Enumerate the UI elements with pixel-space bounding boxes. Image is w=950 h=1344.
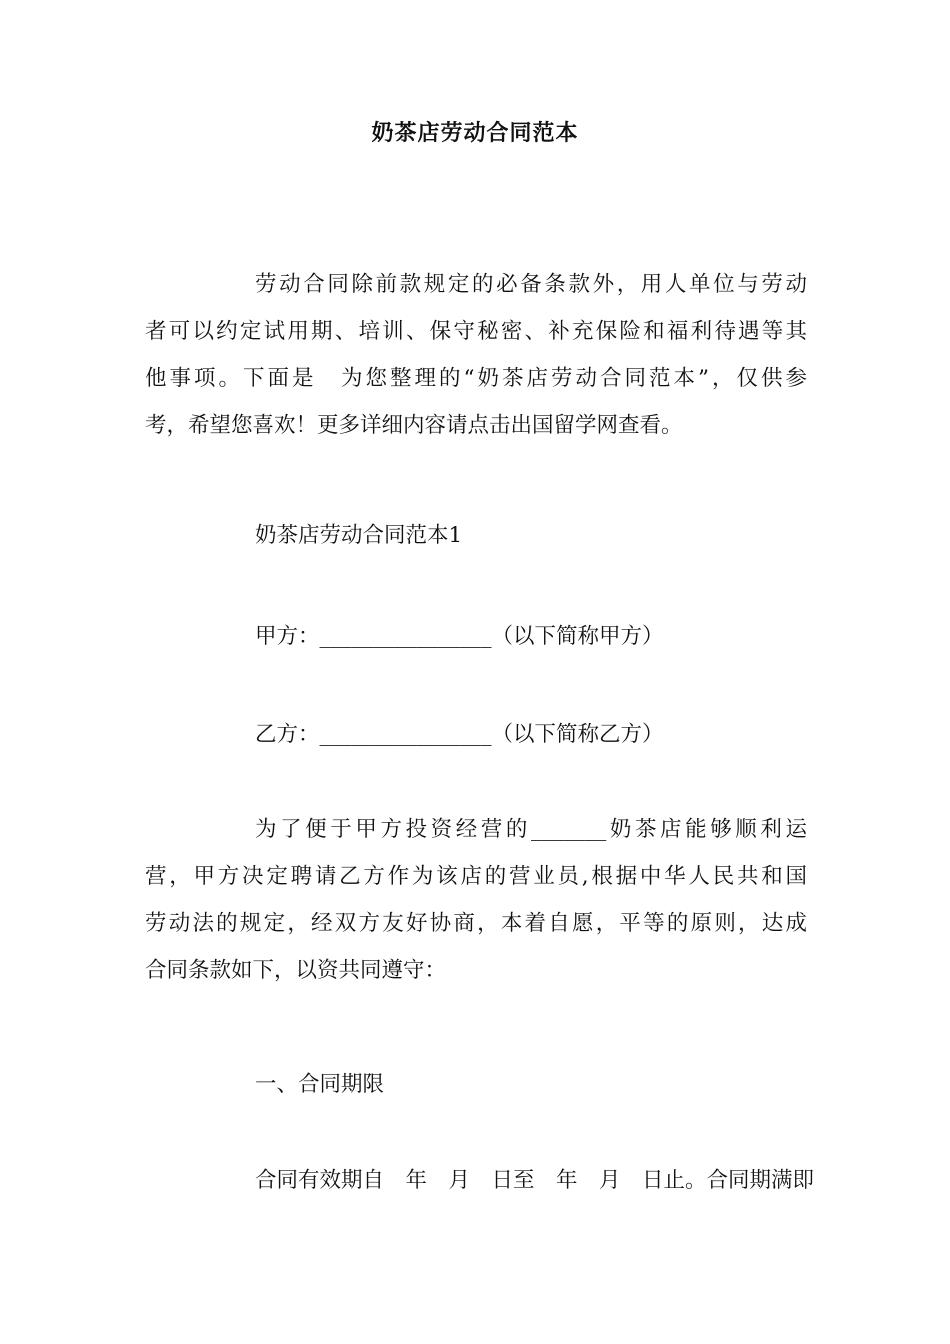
section-heading: 奶茶店劳动合同范本1 [255, 523, 463, 548]
intro-paragraph [145, 266, 807, 445]
clause-1-text: 合同有效期自 年 月 日至 年 月 日止。合同期满即 [255, 1168, 815, 1193]
clause-1-heading: 一、合同期限 [255, 1072, 385, 1097]
intro-line: 他事项。下面是 为您整理的“奶茶店劳动合同范本”，仅供参 [145, 366, 807, 391]
purpose-paragraph [145, 811, 807, 990]
intro-line: 者可以约定试用期、培训、保守秘密、补充保险和福利待遇等其 [145, 319, 807, 344]
party-b-line: 乙方：________________（以下简称乙方） [255, 722, 664, 747]
purpose-line: 营，甲方决定聘请乙方作为该店的营业员,根据中华人民共和国 [145, 864, 807, 889]
purpose-line: 为了便于甲方投资经营的_______奶茶店能够顺利运 [255, 817, 807, 842]
document-title: 奶茶店劳动合同范本 [371, 121, 579, 146]
purpose-line: 合同条款如下，以资共同遵守： [145, 958, 447, 983]
intro-line: 考，希望您喜欢！更多详细内容请点击出国留学网查看。 [145, 413, 683, 438]
party-a-line: 甲方：________________（以下简称甲方） [255, 624, 664, 649]
intro-line: 劳动合同除前款规定的必备条款外，用人单位与劳动 [255, 272, 807, 297]
purpose-line: 劳动法的规定，经双方友好协商，本着自愿，平等的原则，达成 [145, 911, 807, 936]
